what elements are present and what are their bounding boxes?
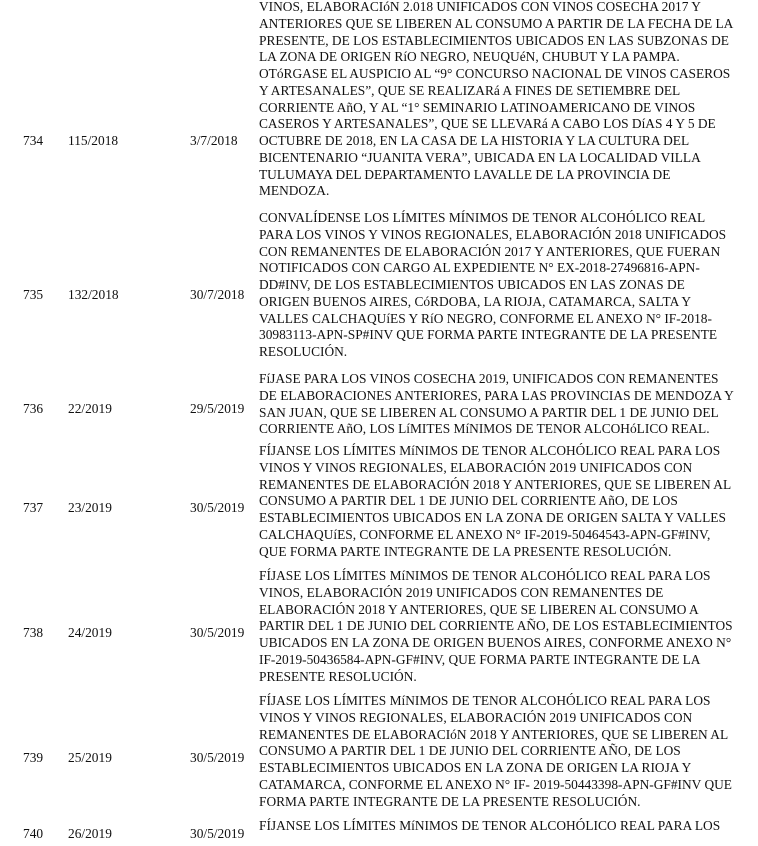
description-line: 30983113-APN-SP#INV QUE FORMA PARTE INTEGRANTE DE LA PRESENTE <box>259 327 718 343</box>
description-line: FíJASE PARA LOS VINOS COSECHA 2019, UNIFICADOS CON REMANENTES <box>259 371 719 386</box>
resolution-date: 30/7/2018 <box>190 287 245 302</box>
description-line: CONSUMO A PARTIR DEL 1 DE JUNIO DEL CORRIENTE AÑO, DE LOS <box>259 743 681 759</box>
description-line: VINOS Y VINOS REGIONALES, ELABORACIÓN 2019 UNIFICADOS CON <box>259 459 693 475</box>
description-line: ELABORACIÓN 2018 Y ANTERIORES, QUE SE LIBEREN AL CONSUMO A <box>259 601 699 617</box>
description-line: IF-2019-50436584-APN-GF#INV, QUE FORMA PARTE INTEGRANTE DE LA <box>259 651 701 667</box>
entry-number: 735 <box>23 287 44 302</box>
description-line: ORIGEN BUENOS AIRES, CóRDOBA, LA RIOJA, CATAMARCA, SALTA Y <box>259 293 692 309</box>
entry-number: 738 <box>23 625 44 640</box>
description-line: ANTERIORES QUE SE LIBEREN AL CONSUMO A PARTIR DE LA FECHA DE LA <box>259 15 734 31</box>
description-line: SAN JUAN, QUE SE LIBEREN AL CONSUMO A PARTIR DEL 1 DE JUNIO DEL <box>259 404 719 420</box>
description-line: FÍJASE LOS LÍMITES MíNIMOS DE TENOR ALCOHÓLICO REAL PARA LOS <box>259 693 711 708</box>
description-line: CONVALÍDENSE LOS LÍMITES MÍNIMOS DE TENOR ALCOHÓLICO REAL <box>259 210 706 225</box>
description-line: DE ELABORACIONES ANTERIORES, PARA LAS PROVINCIAS DE MENDOZA Y <box>259 387 734 403</box>
description-line: QUE FORMA PARTE INTEGRANTE DE LA PRESENTE RESOLUCIÓN. <box>259 543 672 559</box>
description-line: RESOLUCIÓN. <box>259 344 348 359</box>
resolution-number: 22/2019 <box>68 401 112 416</box>
description-line: MENDOZA. <box>259 183 330 199</box>
resolution-date: 30/5/2019 <box>190 750 245 765</box>
description-line: REMANENTES DE ELABORACIÓN 2018 Y ANTERIORES, QUE SE LIBEREN AL <box>259 476 732 492</box>
description-line: CORRIENTE AñO, Y AL “1° SEMINARIO LATINOAMERICANO DE VINOS <box>259 99 696 115</box>
entry-number: 737 <box>23 500 44 515</box>
description-line: BICENTENARIO “JUANITA VERA”, UBICADA EN LA LOCALIDAD VILLA <box>259 149 701 165</box>
description-cell <box>259 693 755 810</box>
description-line: PARA LOS VINOS Y VINOS REGIONALES, ELABORACIÓN 2018 UNIFICADOS <box>259 226 727 242</box>
entry-number: 740 <box>23 826 44 841</box>
description-line: OTóRGASE EL AUSPICIO AL “9° CONCURSO NACIONAL DE VINOS CASEROS <box>259 66 731 81</box>
description-line: VINOS, ELABORACIóN 2.018 UNIFICADOS CON VINOS COSECHA 2017 Y <box>259 0 701 14</box>
resolution-date: 29/5/2019 <box>190 401 245 416</box>
resolution-date: 30/5/2019 <box>190 500 245 515</box>
resolution-number: 25/2019 <box>68 750 112 765</box>
description-line: UBICADOS EN LA ZONA DE ORIGEN BUENOS AIRES, CONFORME ANEXO N° <box>259 635 732 650</box>
description-line: CALCHAQUíES, CONFORME EL ANEXO N° IF-2019-50464543-APN-GF#INV, <box>259 526 711 542</box>
resolution-number: 24/2019 <box>68 625 112 640</box>
description-line: PARTIR DEL 1 DE JUNIO DEL CORRIENTE AÑO, DE LOS ESTABLECIMIENTOS <box>259 618 733 634</box>
description-line: VALLES CALCHAQUíES Y RíO NEGRO, CONFORME EL ANEXO N° IF-2018- <box>259 310 712 326</box>
description-line: FÍJANSE LOS LÍMITES MíNIMOS DE TENOR ALCOHÓLICO REAL PARA LOS <box>259 443 721 458</box>
description-line: Y ARTESANALES”, QUE SE REALIZARá A FINES DE SETIEMBRE DEL <box>259 82 681 98</box>
description-line: CON REMANENTES DE ELABORACIÓN 2017 Y ANTERIORES, QUE FUERAN <box>259 243 721 259</box>
description-line: ESTABLECIMIENTOS UBICADOS EN LA ZONA DE ORIGEN LA RIOJA Y <box>259 760 692 775</box>
description-line: VINOS, ELABORACIÓN 2019 UNIFICADOS CON REMANENTES DE <box>259 584 664 600</box>
description-line: VINOS Y VINOS REGIONALES, ELABORACIÓN 2019 UNIFICADOS CON <box>259 709 693 725</box>
description-line: REMANENTES DE ELABORACIóN 2018 Y ANTERIORES, QUE SE LIBEREN AL <box>259 726 729 742</box>
description-line: TULUMAYA DEL DEPARTAMENTO LAVALLE DE LA PROVINCIA DE <box>259 166 671 182</box>
resolution-date: 3/7/2018 <box>190 133 238 148</box>
resolution-date: 30/5/2019 <box>190 826 245 841</box>
description-line: FÍJASE LOS LÍMITES MíNIMOS DE TENOR ALCOHÓLICO REAL PARA LOS <box>259 568 711 583</box>
entry-number: 734 <box>23 133 44 148</box>
description-cell <box>259 66 755 200</box>
resolution-number: 26/2019 <box>68 826 112 841</box>
description-line: CATAMARCA, CONFORME EL ANEXO N° IF- 2019-50443398-APN-GF#INV QUE <box>259 776 732 792</box>
description-line: PRESENTE RESOLUCIÓN. <box>259 668 417 684</box>
description-line: CORRIENTE AñO, LOS LíMITES MíNIMOS DE TENOR ALCOHóLICO REAL. <box>259 421 710 437</box>
description-line: NOTIFICADOS CON CARGO AL EXPEDIENTE N° EX-2018-27496816-APN- <box>259 260 700 276</box>
description-line: CASEROS Y ARTESANALES”, QUE SE LLEVARá A CABO LOS DíAS 4 Y 5 DE <box>259 116 716 132</box>
description-line: FORMA PARTE INTEGRANTE DE LA PRESENTE RESOLUCIÓN. <box>259 793 641 809</box>
description-cell <box>259 210 755 361</box>
description-line: FÍJANSE LOS LÍMITES MíNIMOS DE TENOR ALCOHÓLICO REAL PARA LOS <box>259 818 721 833</box>
entry-number: 736 <box>23 401 44 416</box>
resolution-number: 23/2019 <box>68 500 112 515</box>
description-line: OCTUBRE DE 2018, EN LA CASA DE LA HISTORIA Y LA CULTURA DEL <box>259 133 690 148</box>
resolution-number: 132/2018 <box>68 287 119 302</box>
description-line: LA ZONA DE ORIGEN RíO NEGRO, NEUQUéN, CHUBUT Y LA PAMPA. <box>259 49 680 65</box>
description-line: DD#INV, DE LOS ESTABLECIMIENTOS UBICADOS EN LAS ZONAS DE <box>259 277 685 292</box>
description-line: PRESENTE, DE LOS ESTABLECIMIENTOS UBICADOS EN LAS SUBZONAS DE <box>259 32 729 48</box>
description-line: CONSUMO A PARTIR DEL 1 DE JUNIO DEL CORRIENTE AñO, DE LOS <box>259 493 678 509</box>
entry-number: 739 <box>23 750 44 765</box>
resolution-date: 30/5/2019 <box>190 625 245 640</box>
description-line: ESTABLECIMIENTOS UBICADOS EN LA ZONA DE ORIGEN SALTA Y VALLES <box>259 510 726 525</box>
description-cell <box>259 0 755 66</box>
resolution-number: 115/2018 <box>68 133 119 148</box>
description-cell <box>259 818 755 835</box>
description-cell <box>259 443 755 560</box>
description-cell <box>259 568 755 685</box>
description-cell <box>259 371 755 438</box>
